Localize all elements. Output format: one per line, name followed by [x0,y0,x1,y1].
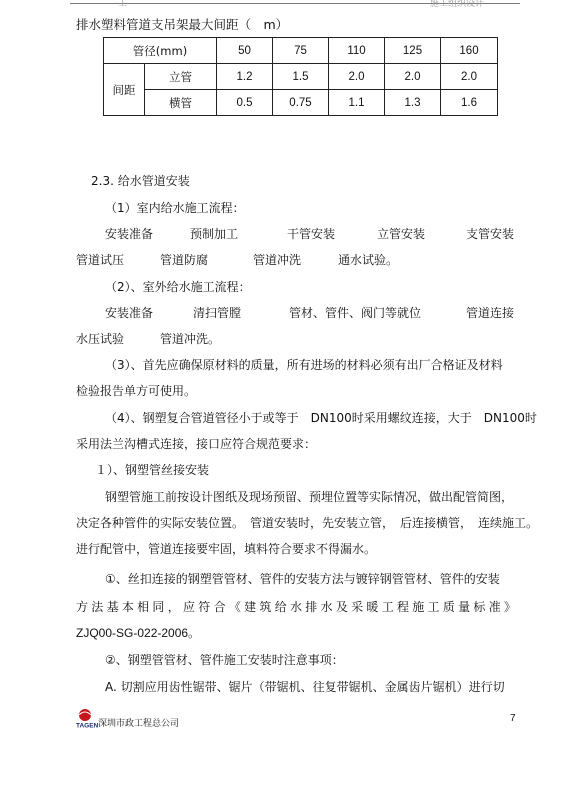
diameter-header-cell: 管径(mm) [104,38,217,64]
table-cell: 160 [441,38,498,64]
paragraph-4-line: （4）、钢塑复合管道管径小于或等于 DN100时采用螺纹连接，大于 DN100时 [105,411,537,425]
page-number: 7 [510,713,516,724]
item-2-title: ②、钢塑管管材、管件施工安装时注意事项： [105,653,344,667]
indoor-step: 管道冲洗 [253,253,302,267]
item-1-line: ①、丝扣连接的钢塑管管材、管件的安装方法与镀锌钢管管材、管件的安装 [105,572,500,586]
table-cell: 1.2 [217,64,273,90]
table-cell: 2.0 [329,64,385,90]
row-group-label: 间距 [104,64,145,116]
indoor-step: 管道防腐 [160,253,209,267]
table-cell: 125 [385,38,441,64]
paragraph-3-line: 检验报告单方可使用。 [76,384,197,398]
outdoor-step: 管道冲洗。 [160,332,221,346]
item-1-standard-code: ZJQ00-SG-022-2006。 [76,626,201,640]
table-cell: 1.1 [329,90,385,116]
company-logo [76,708,188,730]
table-cell: 1.5 [273,64,329,90]
item-1-line: 方法基本相同，应符合《建筑给水排水及采暖工程施工质量标准》 [76,600,516,614]
row-label: 立管 [145,64,217,90]
table-row [104,90,498,116]
indoor-step: 预制加工 [190,227,239,241]
outdoor-flow-title: （2）、室外给水施工流程： [105,280,251,294]
table-cell: 75 [273,38,329,64]
table-cell: 110 [329,38,385,64]
table-header-row [104,38,498,64]
outdoor-step: 清扫管膛 [193,306,242,320]
table-cell: 0.5 [217,90,273,116]
subsection-paragraph-line: 进行配管中，管道连接要牢固，填料符合要求不得漏水。 [76,542,377,556]
header-right-fragment: 施工组织设计 [430,0,485,9]
outdoor-step: 水压试验 [76,332,125,346]
subsection-paragraph-line: 决定各种管件的实际安装位置。 管道安装时，先安装立管， 后连接横管， 连续施工。 [76,516,539,530]
indoor-step: 安装准备 [105,227,154,241]
indoor-step: 管道试压 [76,253,125,267]
indoor-step: 干管安装 [287,227,336,241]
paragraph-4-line: 采用法兰沟槽式连接，接口应符合规范要求： [76,437,317,451]
section-title: 2.3. 给水管道安装 [91,174,190,188]
row-label: 横管 [145,90,217,116]
table-row [104,64,498,90]
table-cell: 50 [217,38,273,64]
table-cell: 1.3 [385,90,441,116]
outdoor-step: 安装准备 [105,306,154,320]
indoor-step: 通水试验。 [338,253,399,267]
table-cell: 2.0 [385,64,441,90]
table-cell: 1.6 [441,90,498,116]
header-left-fragment: 工 [118,0,128,9]
indoor-step: 支管安装 [466,227,515,241]
indoor-step: 立管安装 [377,227,426,241]
subsection-title: １）、钢塑管丝接安装 [95,463,210,477]
outdoor-step: 管材、管件、阀门等就位 [289,306,422,320]
item-a-line: A. 切割应用齿性锯带、锯片（带锯机、往复带锯机、金属齿片锯机）进行切 [105,680,505,694]
indoor-flow-title: （1）室内给水施工流程： [105,201,245,215]
company-name: 深圳市政工程总公司 [98,719,180,729]
paragraph-3-line: （3）、首先应确保原材料的质量，所有进场的材料必须有出厂合格证及材料 [105,358,503,372]
subsection-paragraph-line: 钢塑管施工前按设计图纸及现场预留、预埋位置等实际情况，做出配管简图， [105,490,514,504]
outdoor-step: 管道连接 [466,306,515,320]
table-cell: 2.0 [441,64,498,90]
table-caption: 排水塑料管道支吊架最大间距（ m） [76,17,289,32]
pipe-spacing-table [103,37,498,116]
svg-text:TAGEN: TAGEN [76,722,99,730]
table-cell: 0.75 [273,90,329,116]
